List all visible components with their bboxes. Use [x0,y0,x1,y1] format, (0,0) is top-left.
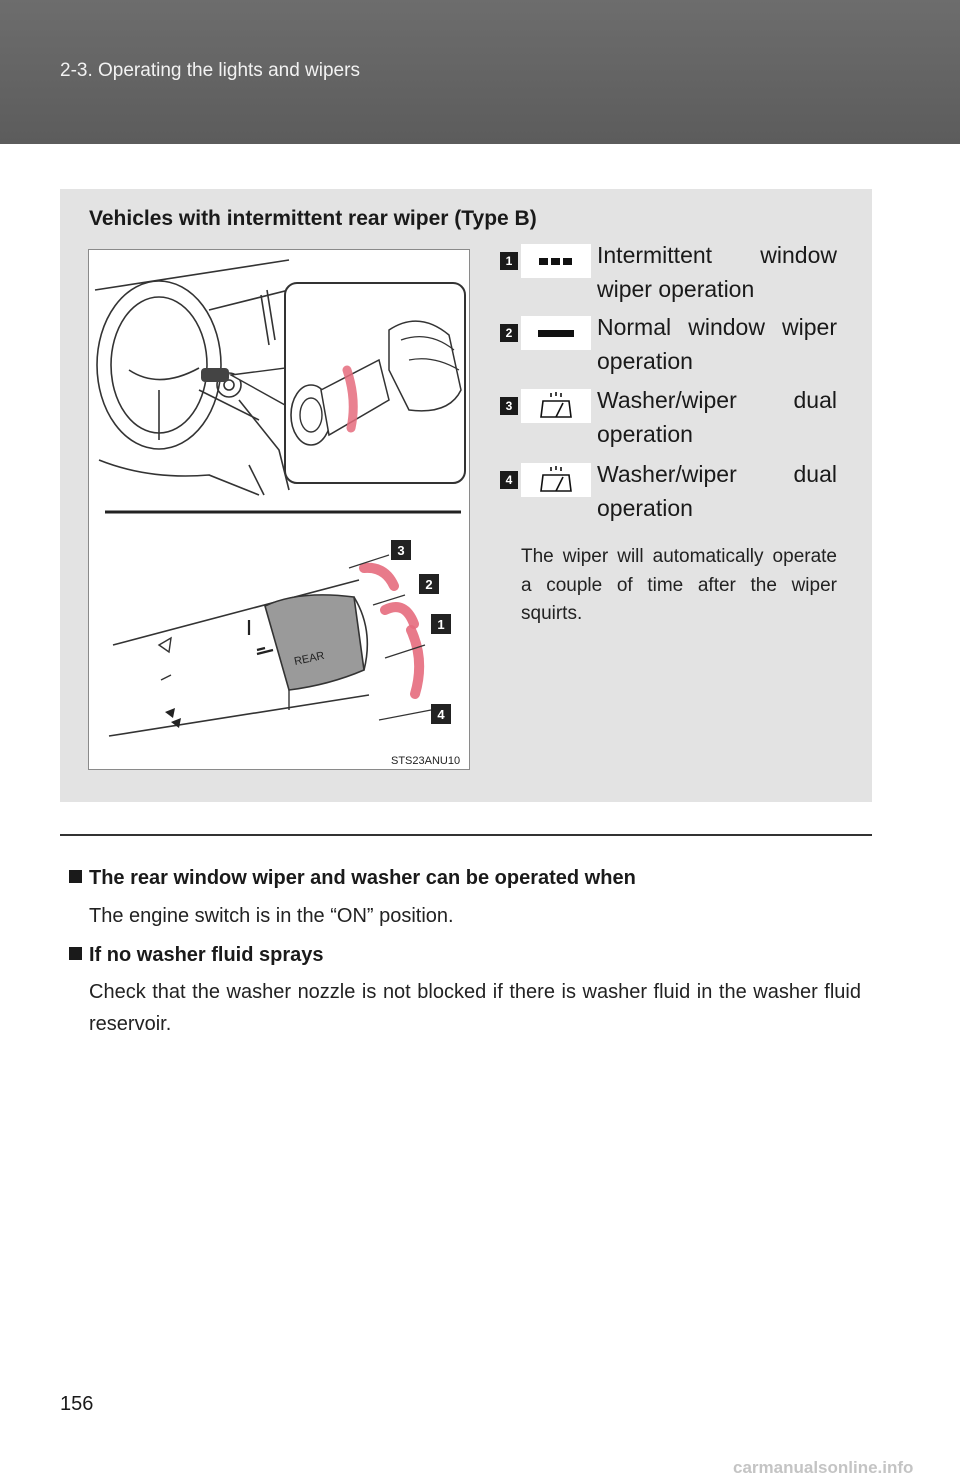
figure-label-1: 1 [437,617,445,632]
section-title: 2-3. Operating the lights and wipers [60,60,360,81]
arrow-3 [364,568,394,586]
mode-description: Washer/wiper dual operation [597,461,837,521]
section-body-operable: The engine switch is in the “ON” position. [89,905,454,927]
mode-number: 4 [500,471,518,489]
figure-label-4: 4 [437,707,445,722]
figure-label-2: 2 [425,577,433,592]
washer-wiper-icon [521,463,591,497]
illustration-svg [89,250,471,771]
page-number: 156 [60,1393,94,1415]
square-bullet-icon [69,947,82,960]
arrow-2 [385,607,414,624]
figure-code: STS23ANU10 [391,755,461,767]
wiper-note: The wiper will automatically operate a couple of time after the wiper squirts. [521,546,837,624]
mode-description: Washer/wiper dual operation [597,387,837,447]
mode-number: 3 [500,397,518,415]
mode-number: 1 [500,252,518,270]
mode-number: 2 [500,324,518,342]
panel-title: Vehicles with intermittent rear wiper (Type B) [89,207,537,230]
square-bullet-icon [69,870,82,883]
stalk-highlight [201,368,229,382]
figure-label-3: 3 [397,543,405,558]
intermittent-dots-icon [521,244,591,278]
section-body-no-fluid: Check that the washer nozzle is not blocked if there is washer fluid in the washer fluid reservoir. [89,981,861,1035]
normal-bar-icon [521,316,591,350]
wiper-switch-illustration [88,249,470,770]
page-header [0,0,960,144]
stalk-closeup [109,540,451,736]
section-divider [60,834,872,836]
mode-description: Normal window wiper operation [597,314,837,374]
watermark: carmanualsonline.info [733,1458,914,1477]
section-heading-operable: The rear window wiper and washer can be operated when [69,867,636,890]
switch-rear-label: REAR [293,649,326,668]
section-heading-no-fluid: If no washer fluid sprays [69,944,324,967]
arrow-1-4 [411,630,419,694]
inset-callout [285,283,465,483]
washer-wiper-icon [521,389,591,423]
mode-description: Intermittent window wiper operation [597,242,837,302]
